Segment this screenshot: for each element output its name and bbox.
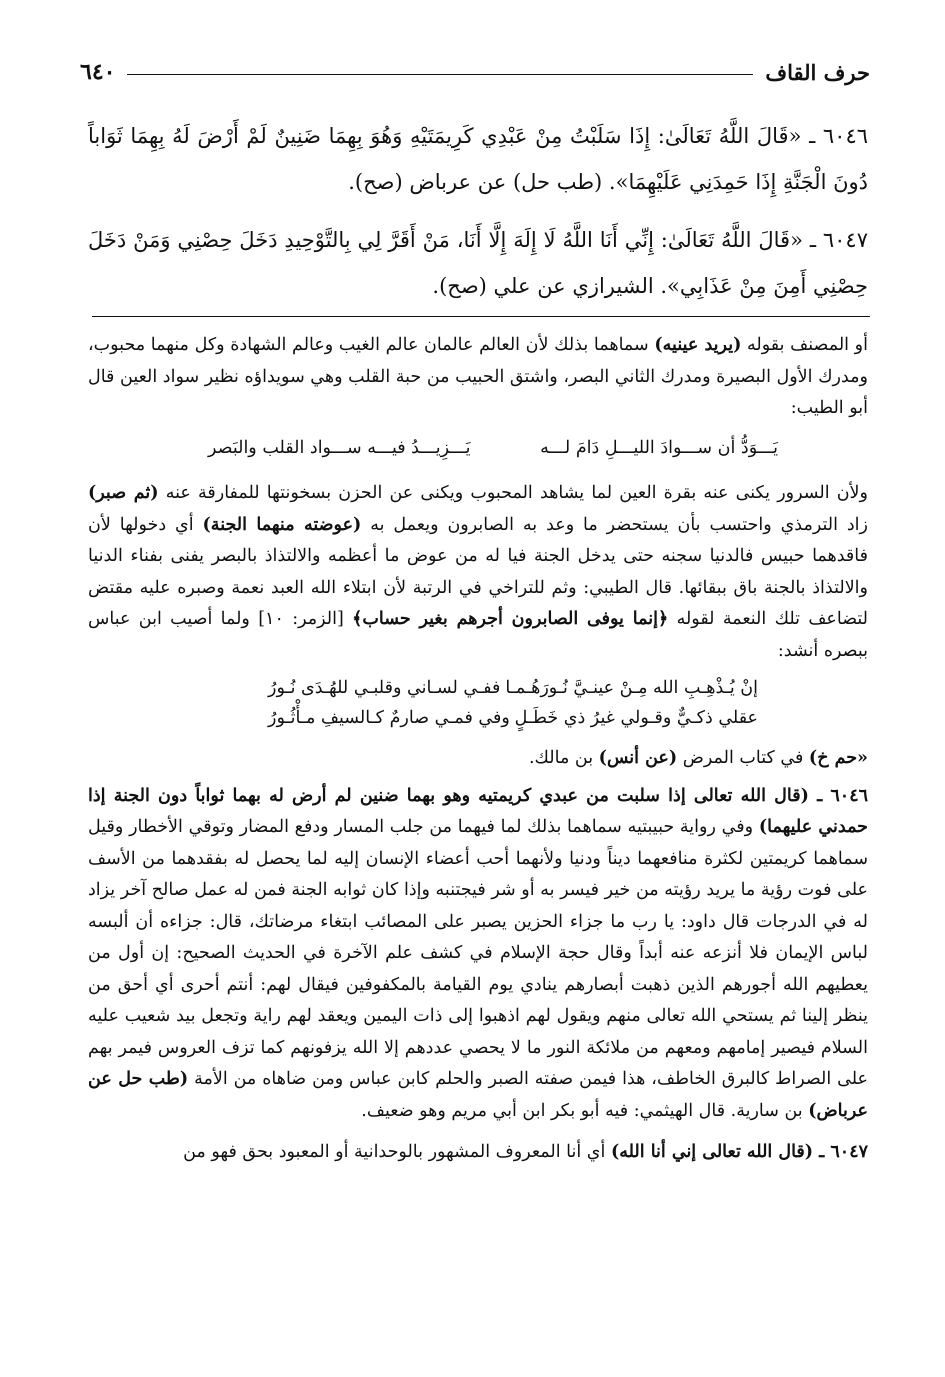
text-run: بن سارية. قال الهيثمي: فيه أبو بكر ابن أبي مريم وهو ضعيف.: [361, 1100, 803, 1121]
commentary-paragraph: [88, 478, 868, 667]
text-run: في كتاب المرض: [682, 748, 804, 768]
page-number: ٦٤٠: [80, 59, 116, 85]
commentary-paragraph: [88, 330, 868, 425]
chapter-title: حرف القاف: [765, 59, 870, 85]
hadith-entry: [88, 113, 868, 205]
hemistich: عقلي ذكـيٌّ وقـولي غيرُ ذي خَطَـلٍ: [514, 708, 758, 728]
hemistich: يَـــوَدُّ أن ســـوادَ الليـــلِ دَامَ لـــه: [540, 437, 778, 458]
hadith-heading: ٦٠٤٧ ـ (قال الله تعالى إني أنا الله): [610, 1142, 868, 1162]
hadith-text: «قَالَ اللَّهُ تَعَالَىٰ: إِنِّي أَنَا اللَّهُ لَا إِلَهَ إِلَّا أَنَا، مَنْ أَقَرَّ لِي بِالتَّوْحِيدِ دَخَلَ حِصْنِي وَمَنْ دَخَلَ حِصْنِي أَمِنَ مِنْ عَذَابِي».: [88, 228, 868, 298]
header-rule: [127, 74, 753, 75]
hadith-number: ٦٠٤٧ ـ: [809, 228, 868, 252]
quoted-phrase: (ثم صبر): [88, 483, 159, 503]
hadith-entry: [88, 217, 868, 309]
hadith-source: (طب حل) عن عرباض (صح).: [348, 170, 603, 194]
text-run: وفي رواية حبيبتيه سماهما بذلك لما فيهما من جلب المسار ودفع المضار وتوقي الأخطار وقيل سماهما كريمتين لكثرة منافعهما ديناً ودنيا ولأنهما أحب أعضاء الإنسان إليه لما يحصل له بفقدهما من الأسف على فوت رؤية ما يريد رؤيته من خير فيسر به أو شر فيجتنبه وإذا كان ثوابه الجنة فمن له عمل صالح آخر يزاد له في الدرجات قال داود: يا رب ما جزاء الحزين يصبر على المصائب ابتغاء مرضاتك، قال: جزاءه أن ألبسه لباس الإيمان فلا أنزعه عنه أبداً وقال حجة الإسلام في كشف علم الآخرة في الحديث الصحيح: إن أول من يعطيهم الله أجورهم الذين ذهبت أبصارهم ينادي يوم القيامة بالمكفوفين فيقال لهم: أنتم أحرى أي أحق من ينظر إلينا ثم يستحي الله تعالى منهم ويقول لهم اذهبوا إلى ذات اليمين ويعقد لهم راية وتجعل بيد شعيب عليه السلام فيصير إمامهم ومعهم من ملائكة النور ما لا يحصي عددهم إلا الله يزفونهم كما تزف العروس فيمر بهم على الصراط كالبرق الخاطف، هذا فيمن صفته الصبر والحلم كابن عباس ومن ضاهاه من الأمة: [88, 817, 868, 1089]
text-run: أي أنا المعروف المشهور بالوحدانية أو المعبود بحق فهو من: [183, 1142, 606, 1162]
text-run: أو المصنف بقوله: [747, 335, 868, 355]
poem-line: [88, 703, 868, 733]
narrator: (عن أنس): [598, 748, 678, 768]
hadith-number: ٦٠٤٦ ـ: [809, 124, 869, 148]
quran-quote: ﴿إنما يوفى الصابرون أجرهم بغير حساب﴾: [352, 609, 669, 629]
poem-line: [88, 433, 868, 465]
page-header: [80, 56, 870, 88]
commentary-paragraph: [88, 781, 868, 1128]
hadith-text-section: [88, 113, 868, 321]
hadith-text: «قَالَ اللَّهُ تَعَالَىٰ: إِذَا سَلَبْتُ مِنْ عَبْدِي كَرِيمَتَيْهِ وَهُوَ بِهِمَا ضَنِينٌ لَمْ أَرْضَ لَهُ بِهِمَا ثَوَاباً دُونَ الْجَنَّةِ إِذَا حَمِدَنِي عَلَيْهِمَا».: [88, 124, 868, 194]
text-run: سماهما بذلك لأن العالم عالمان عالم الغيب وعالم الشهادة وكل منهما محبوب، ومدرك الأول البصيرة ومدرك الثاني البصر، واشتق الحبيب من حبة القلب وهي سويداؤه نظير سواد العين قال أبو الطيب:: [88, 335, 868, 418]
quoted-phrase: (يريد عينيه): [654, 335, 742, 355]
commentary-section: [88, 330, 868, 1169]
text-run: بن مالك.: [528, 748, 594, 768]
text-run: زاد الترمذي واحتسب بأن يستحضر ما وعد به الصابرون ويعمل به: [370, 514, 868, 535]
poem-line: [88, 673, 868, 703]
text-run: [الزمر: ١٠] ولما أصيب ابن عباس ببصره أنشد:: [88, 609, 868, 661]
source-code: (طب حل عن عرباض): [88, 1069, 868, 1121]
hemistich: يَـــزِيـــدُ فيـــه ســـواد القلب والبَصر: [208, 437, 471, 458]
text-run: أي دخولها لأن فاقدهما حبيس فالدنيا سجنه حتى يدخل الجنة فيا له من عوض ما أعظمه والالتذاذ بالبصر يفنى بفناء الدنيا والالتذاذ بالجنة باق ببقائها. قال الطيبي: وثم للتراخي في الرتبة لأن ابتلاء الله العبد نعمة وصبره عليه مقتض لتضاعف تلك النعمة لقوله: [88, 514, 868, 629]
hemistich: إنْ يُـذْهِـبِ الله مِـنْ عينـيَّ نُـورَهُـمـا: [505, 678, 758, 698]
hadith-heading: ٦٠٤٦ ـ (قال الله تعالى إذا سلبت من عبدي كريمتيه وهو بهما ضنين لم أرض له بهما ثواباً دون الجنة إذا حمدني عليهما): [88, 785, 869, 837]
commentary-paragraph: [88, 1137, 868, 1169]
poem-verses: [88, 673, 868, 733]
quoted-phrase: (عوضته منهما الجنة): [202, 514, 362, 535]
hemistich: ففـي لسـاني وقلبـي للهُـدَى نُـورُ: [268, 678, 501, 698]
text-run: ولأن السرور يكنى عنه بقرة العين لما يشاهد المحبوب ويكنى عن الحزن بسخونتها للمفارقة عنه: [165, 483, 868, 503]
hemistich: وفي فمـي صارمٌ كـالسيفِ مـأْثُـورُ: [268, 708, 510, 728]
commentary-paragraph: [88, 743, 868, 775]
section-divider: [92, 316, 870, 317]
poem-verse: [88, 433, 868, 465]
source-code: «حم خ): [808, 748, 868, 768]
hadith-source: الشيرازي عن علي (صح).: [432, 274, 654, 298]
